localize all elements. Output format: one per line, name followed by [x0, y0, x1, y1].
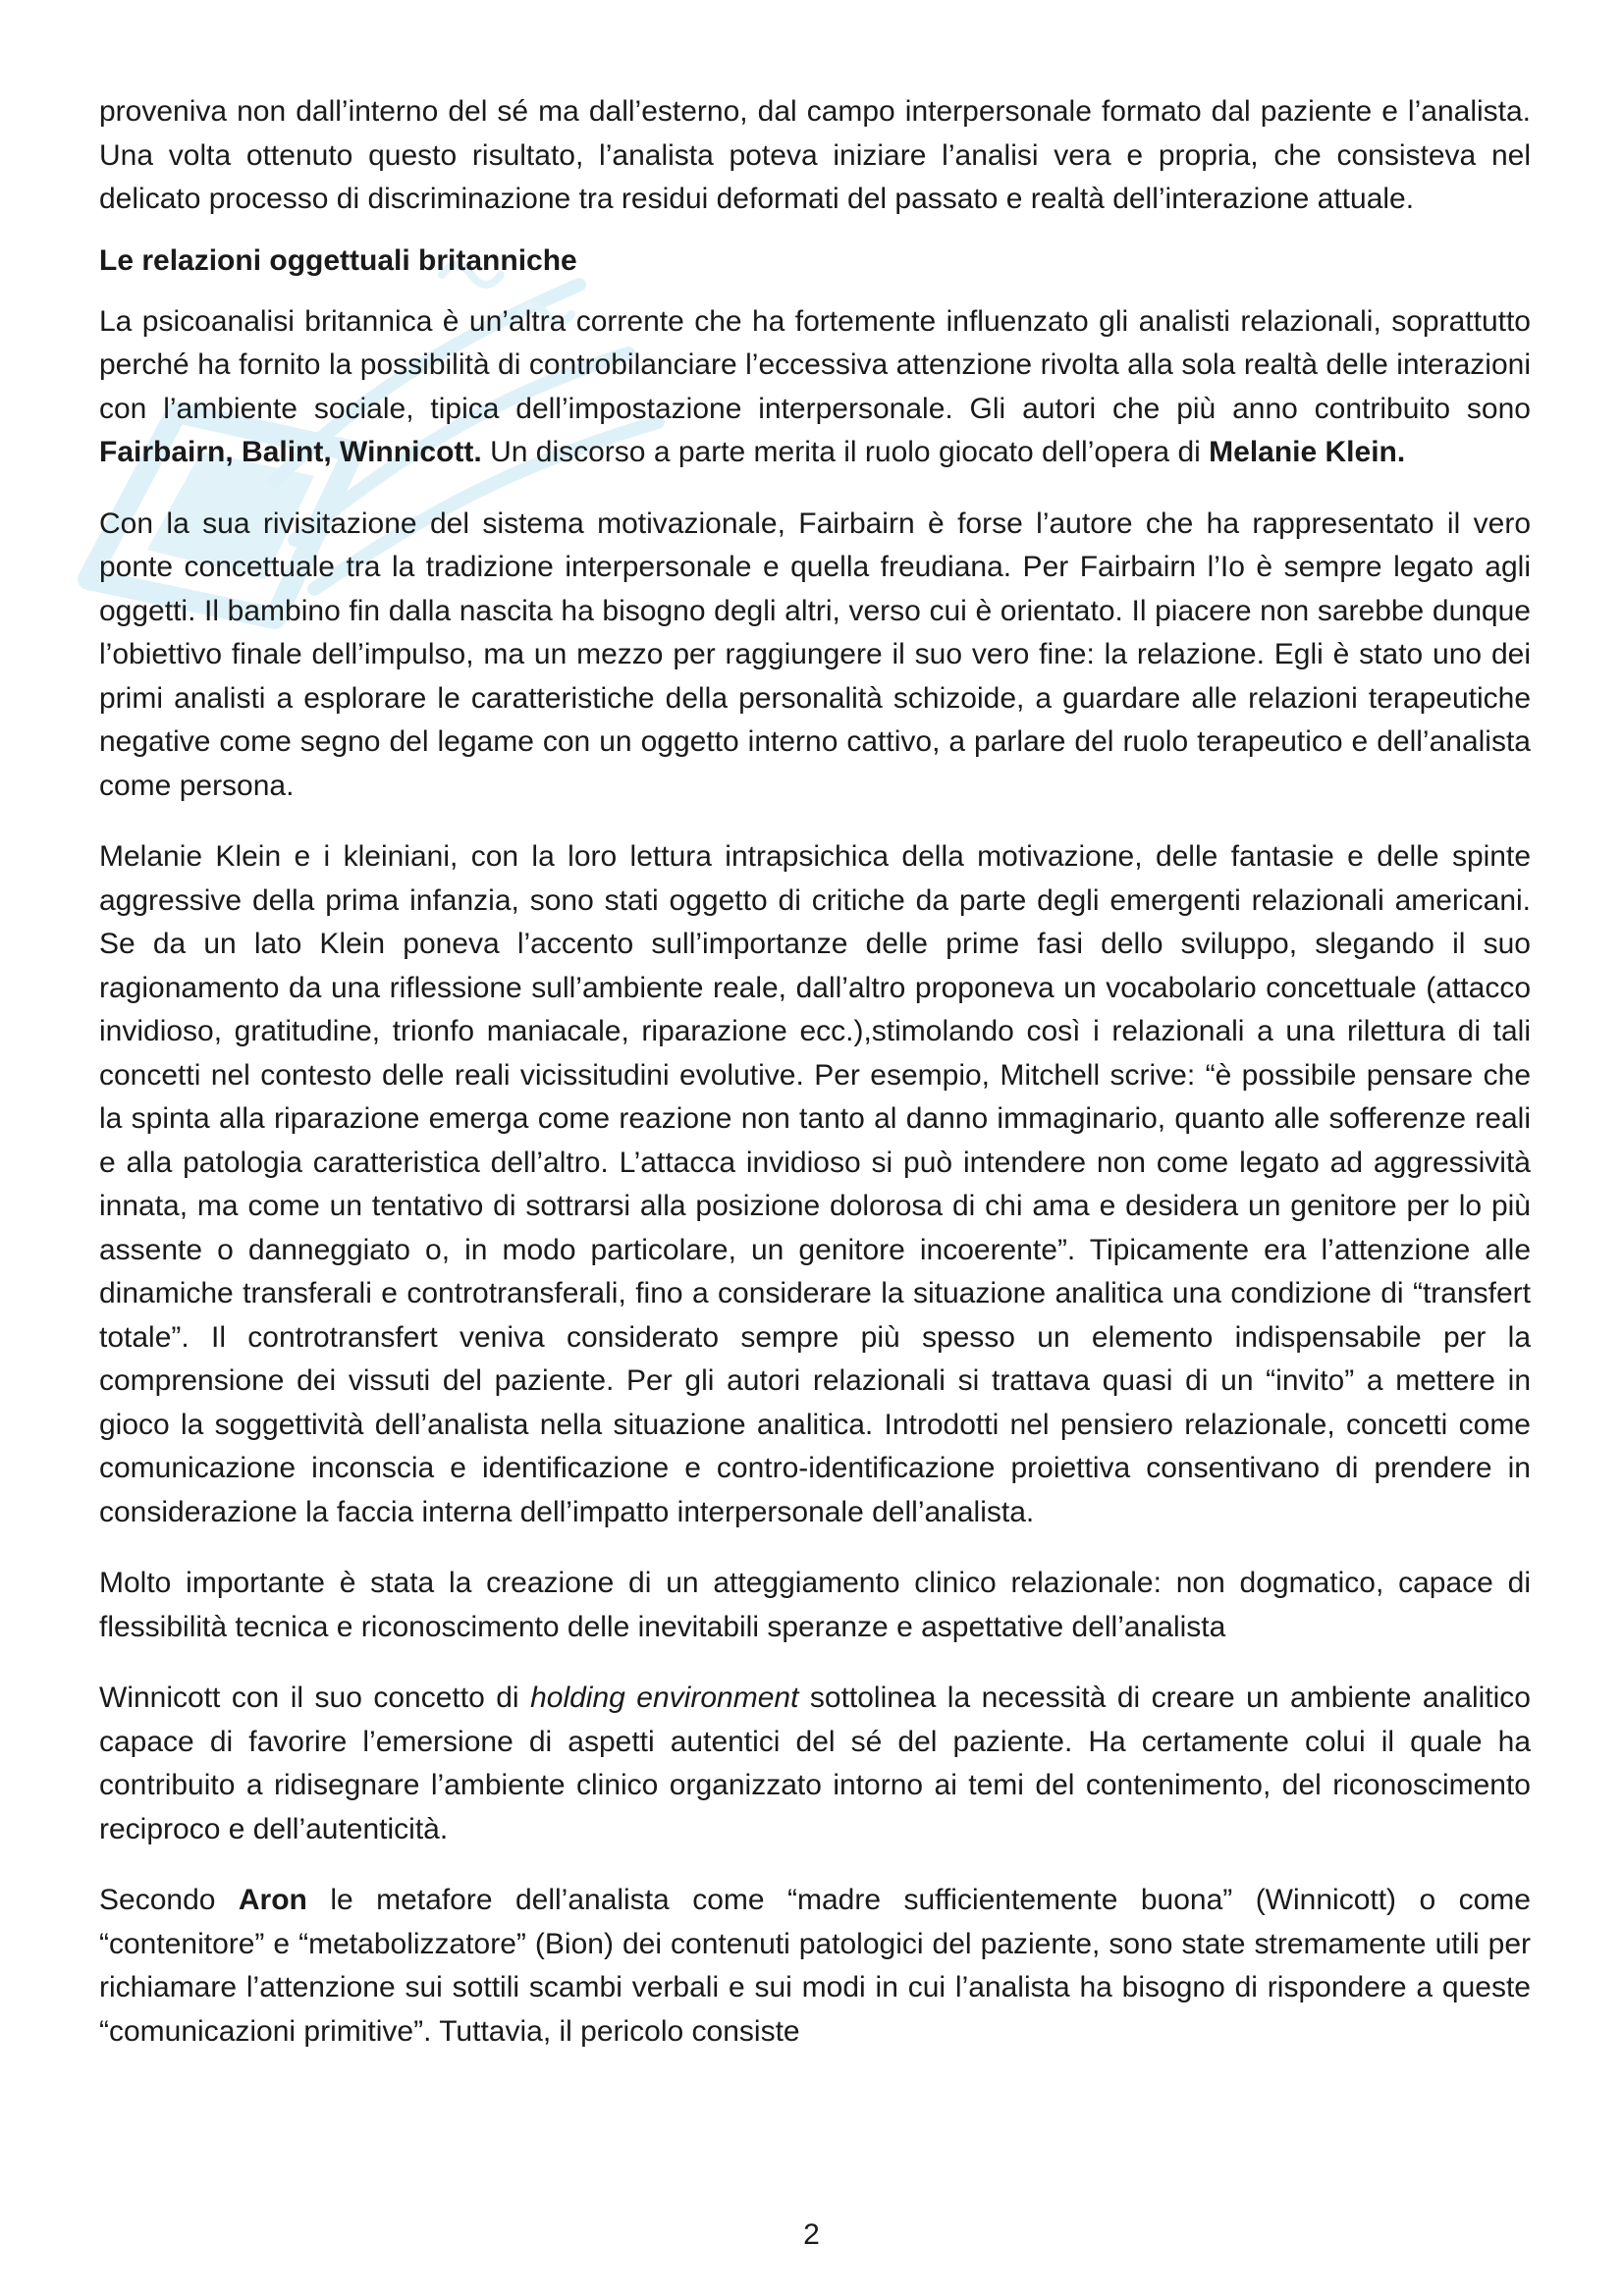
- paragraph-british-psychoanalysis: [99, 300, 1531, 475]
- paragraph-text: le metafore dell’analista come “madre sufficientemente buona” (Winnicott) o come “contenitore” e “metabolizzatore” (Bion) dei contenuti patologici del paziente, sono state stremamente utili per richiamare l’attenzione sui sottili scambi verbali e sui modi in cui l’analista ha bisogno di rispondere a queste “comunicazioni primitive”. Tuttavia, il pericolo consiste: [99, 1884, 1531, 2048]
- bold-aron: Aron: [238, 1884, 307, 1916]
- paragraph-text: La psicoanalisi britannica è un’altra corrente che ha fortemente influenzato gli analisti relazionali, soprattutto perché ha fornito la possibilità di controbilanciare l’eccessiva attenzione rivolta alla sola realtà delle interazioni con l’ambiente sociale, tipica dell’impostazione interpersonale. Gli autori che più anno contribuito sono: [99, 304, 1531, 425]
- italic-term: holding environment: [530, 1682, 799, 1714]
- page-number: 2: [803, 2218, 820, 2251]
- document-body: [99, 90, 1531, 2081]
- paragraph-text: sottolinea la necessità di creare un ambiente analitico capace di favorire l’emersione di aspetti autentici del sé del paziente. Ha certamente colui il quale ha contribuito a ridisegnare l’ambiente clinico organizzato intorno ai temi del contenimento, del riconoscimento reciproco e dell’autenticità.: [99, 1682, 1531, 1845]
- paragraph-text: Secondo: [99, 1884, 239, 1916]
- paragraph-fairbairn: Con la sua rivisitazione del sistema motivazionale, Fairbairn è forse l’autore che ha rappresentato il vero ponte concettuale tra la tradizione interpersonale e quella freudiana. Per Fairbairn l’Io è sempre legato agli oggetti. Il bambino fin dalla nascita ha bisogno degli altri, verso cui è orientato. Il piacere non sarebbe dunque l’obiettivo finale dell’impulso, ma un mezzo per raggiungere il suo vero fine: la relazione. Egli è stato uno dei primi analisti a esplorare le caratteristiche della personalità schizoide, a guardare alle relazioni terapeutiche negative come segno del legame con un oggetto interno cattivo, a parlare del ruolo terapeutico e dell’analista come persona.: [99, 507, 1531, 802]
- bold-klein: Melanie Klein.: [1209, 436, 1406, 468]
- paragraph-klein: Melanie Klein e i kleiniani, con la loro lettura intrapsichica della motivazione, delle fantasie e delle spinte aggressive della prima infanzia, sono stati oggetto di critiche da parte degli emergenti relazionali americani. Se da un lato Klein poneva l’accento sull’importanze delle prime fasi dello sviluppo, slegando il suo ragionamento da una riflessione sull’ambiente reale, dall’altro proponeva un vocabolario concettuale (attacco invidioso, gratitudine, trionfo maniacale, riparazione ecc.),stimolando così i relazionali a una rilettura di tali concetti nel contesto delle reali vicissitudini evolutive. Per esempio, Mitchell scrive: “è possibile pensare che la spinta alla riparazione emerga come reazione non tanto al danno immaginario, quanto alle sofferenze reali e alla patologia caratteristica dell’altro. L’attacca invidioso si può intendere non come legato ad aggressività innata, ma come un tentativo di sottrarsi alla posizione dolorosa di chi ama e desidera un genitore per lo più assente o danneggiato o, in modo particolare, un genitore incoerente”. Tipicamente era l’attenzione alle dinamiche transferali e controtransferali, fino a considerare la situazione analitica una condizione di “transfert totale”. Il controtransfert veniva considerato sempre più spesso un elemento indispensabile per la comprensione dei vissuti del paziente. Per gli autori relazionali si trattava quasi di un “invito” a mettere in gioco la soggettività dell’analista nella situazione analitica. Introdotti nel pensiero relazionale, concetti come comunicazione inconscia e identificazione e contro-identificazione proiettiva consentivano di prendere in considerazione la faccia interna dell’impatto interpersonale dell’analista.: [99, 840, 1531, 1528]
- paragraph-text: Un discorso a parte merita il ruolo giocato dell’opera di: [481, 436, 1210, 468]
- paragraph-intro: proveniva non dall’interno del sé ma dall’esterno, dal campo interpersonale formato dal paziente e l’analista. Una volta ottenuto questo risultato, l’analista poteva iniziare l’analisi vera e propria, che consisteva nel delicato processo di discriminazione tra residui deformati del passato e realtà dell’interazione attuale.: [99, 95, 1531, 215]
- paragraph-winnicott: [99, 1677, 1531, 1851]
- paragraph-text: Winnicott con il suo concetto di: [99, 1682, 531, 1714]
- paragraph-aron: [99, 1879, 1531, 2054]
- bold-authors: Fairbairn, Balint, Winnicott.: [99, 436, 482, 468]
- paragraph-clinical-attitude: Molto importante è stata la creazione di un atteggiamento clinico relazionale: non dogmatico, capace di flessibilità tecnica e riconoscimento delle inevitabili speranze e aspettative dell’analista: [99, 1567, 1531, 1643]
- section-title: Le relazioni oggettuali britanniche: [99, 243, 577, 277]
